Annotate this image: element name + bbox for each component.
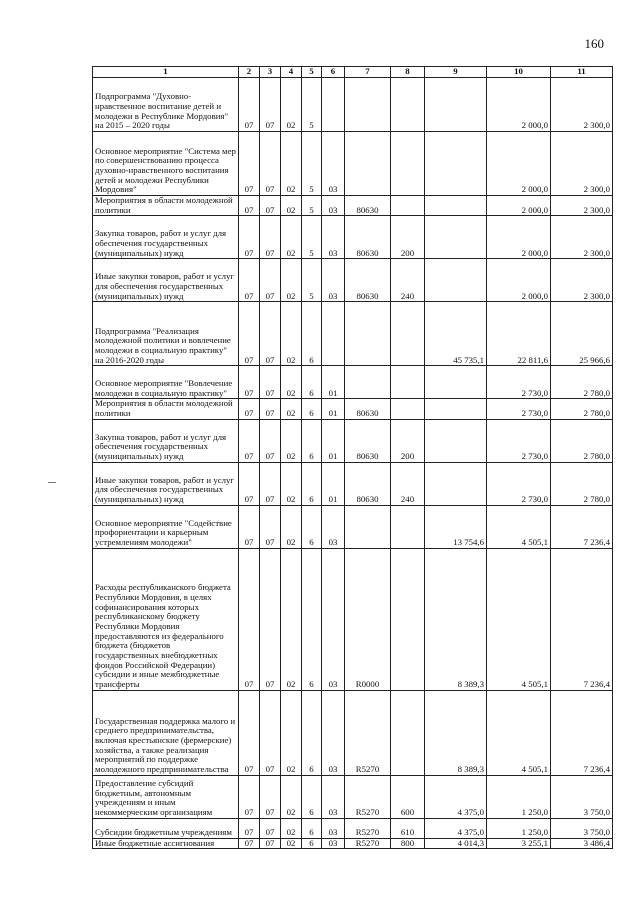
table-row bbox=[93, 818, 613, 838]
row-name: Иные закупки товаров, работ и услуг для обеспечения государственных (муниципальных) нужд bbox=[93, 462, 239, 505]
cell-col-9: 4 375,0 bbox=[425, 775, 487, 818]
cell-col-11: 2 780,0 bbox=[551, 399, 613, 419]
cell-col-10: 4 505,1 bbox=[487, 505, 551, 548]
cell-col-6: 03 bbox=[322, 259, 345, 302]
cell-col-10: 2 730,0 bbox=[487, 399, 551, 419]
cell-col-3: 07 bbox=[260, 132, 281, 196]
table-row bbox=[93, 302, 613, 366]
cell-col-4: 02 bbox=[281, 302, 302, 366]
row-name: Основное мероприятие "Вовлечение молодежи в социальную практику" bbox=[93, 366, 239, 399]
cell-col-8: 610 bbox=[391, 818, 425, 838]
cell-col-5: 5 bbox=[302, 216, 322, 259]
cell-col-4: 02 bbox=[281, 366, 302, 399]
cell-col-5: 6 bbox=[302, 462, 322, 505]
table-row bbox=[93, 366, 613, 399]
cell-col-7: 80630 bbox=[345, 419, 391, 462]
cell-col-11: 7 236,4 bbox=[551, 505, 613, 548]
column-header-6: 6 bbox=[322, 67, 345, 78]
cell-col-2: 07 bbox=[239, 399, 260, 419]
cell-col-10: 2 730,0 bbox=[487, 366, 551, 399]
table-row bbox=[93, 259, 613, 302]
cell-col-8: 240 bbox=[391, 259, 425, 302]
cell-col-2: 07 bbox=[239, 838, 260, 849]
cell-col-9 bbox=[425, 216, 487, 259]
cell-col-5: 5 bbox=[302, 259, 322, 302]
cell-col-10: 2 000,0 bbox=[487, 196, 551, 216]
cell-col-2: 07 bbox=[239, 505, 260, 548]
cell-col-3: 07 bbox=[260, 505, 281, 548]
cell-col-8: 600 bbox=[391, 775, 425, 818]
cell-col-6: 03 bbox=[322, 775, 345, 818]
cell-col-2: 07 bbox=[239, 132, 260, 196]
cell-col-7: 80630 bbox=[345, 216, 391, 259]
table-row bbox=[93, 196, 613, 216]
cell-col-3: 07 bbox=[260, 419, 281, 462]
cell-col-5: 6 bbox=[302, 548, 322, 690]
cell-col-4: 02 bbox=[281, 259, 302, 302]
cell-col-10: 4 505,1 bbox=[487, 548, 551, 690]
cell-col-3: 07 bbox=[260, 78, 281, 132]
cell-col-2: 07 bbox=[239, 216, 260, 259]
cell-col-7: R5270 bbox=[345, 690, 391, 775]
cell-col-5: 6 bbox=[302, 399, 322, 419]
scan-mark bbox=[48, 482, 56, 483]
cell-col-9: 13 754,6 bbox=[425, 505, 487, 548]
row-name: Основное мероприятие "Содействие профориентации и карьерным устремлениям молодежи" bbox=[93, 505, 239, 548]
cell-col-11: 2 300,0 bbox=[551, 132, 613, 196]
table-row bbox=[93, 78, 613, 132]
cell-col-9: 45 735,1 bbox=[425, 302, 487, 366]
cell-col-5: 6 bbox=[302, 690, 322, 775]
cell-col-5: 5 bbox=[302, 78, 322, 132]
cell-col-10: 4 505,1 bbox=[487, 690, 551, 775]
cell-col-9 bbox=[425, 132, 487, 196]
row-name: Подпрограмма "Реализация молодежной политики и вовлечение молодежи в социальную практику" на 2016-2020 годы bbox=[93, 302, 239, 366]
row-name: Мероприятия в области молодежной политики bbox=[93, 196, 239, 216]
row-name: Расходы республиканского бюджета Республики Мордовия, в целях софинансирования которых республиканскому бюджету Республики Мордовия предоставляются из федерального бюджета (бюджетов государственных внебюджетных фондов Российской Федерации) субсидии и иные межбюджетные трансферты bbox=[93, 548, 239, 690]
row-name: Предоставление субсидий бюджетным, автономным учреждениям и иным некоммерческим организациям bbox=[93, 775, 239, 818]
cell-col-9 bbox=[425, 462, 487, 505]
cell-col-6: 01 bbox=[322, 462, 345, 505]
row-name: Иные закупки товаров, работ и услуг для обеспечения государственных (муниципальных) нужд bbox=[93, 259, 239, 302]
row-name: Государственная поддержка малого и среднего предпринимательства, включая крестьянские (фермерские) хозяйства, а также реализация мероприятий по поддержке молодежного предпринимательства bbox=[93, 690, 239, 775]
cell-col-7: 80630 bbox=[345, 399, 391, 419]
row-name: Закупка товаров, работ и услуг для обеспечения государственных (муниципальных) нужд bbox=[93, 216, 239, 259]
cell-col-4: 02 bbox=[281, 462, 302, 505]
cell-col-4: 02 bbox=[281, 818, 302, 838]
cell-col-3: 07 bbox=[260, 818, 281, 838]
column-header-2: 2 bbox=[239, 67, 260, 78]
cell-col-11: 7 236,4 bbox=[551, 690, 613, 775]
cell-col-6: 03 bbox=[322, 216, 345, 259]
cell-col-6: 03 bbox=[322, 548, 345, 690]
cell-col-6: 03 bbox=[322, 690, 345, 775]
cell-col-8 bbox=[391, 548, 425, 690]
column-header-8: 8 bbox=[391, 67, 425, 78]
row-name: Закупка товаров, работ и услуг для обеспечения государственных (муниципальных) нужд bbox=[93, 419, 239, 462]
cell-col-9 bbox=[425, 366, 487, 399]
row-name: Основное мероприятие "Система мер по совершенствованию процесса духовно-нравственного воспитания детей и молодежи Республики Мордовия" bbox=[93, 132, 239, 196]
cell-col-4: 02 bbox=[281, 548, 302, 690]
cell-col-11: 3 486,4 bbox=[551, 838, 613, 849]
cell-col-4: 02 bbox=[281, 132, 302, 196]
cell-col-10: 1 250,0 bbox=[487, 775, 551, 818]
row-name: Иные бюджетные ассигнования bbox=[93, 838, 239, 849]
cell-col-3: 07 bbox=[260, 399, 281, 419]
column-header-4: 4 bbox=[281, 67, 302, 78]
cell-col-6: 03 bbox=[322, 196, 345, 216]
table-row bbox=[93, 462, 613, 505]
cell-col-5: 6 bbox=[302, 366, 322, 399]
cell-col-6: 03 bbox=[322, 838, 345, 849]
cell-col-7: R5270 bbox=[345, 818, 391, 838]
cell-col-2: 07 bbox=[239, 690, 260, 775]
table-header bbox=[93, 67, 613, 78]
cell-col-2: 07 bbox=[239, 259, 260, 302]
cell-col-8 bbox=[391, 366, 425, 399]
cell-col-7: R0000 bbox=[345, 548, 391, 690]
cell-col-3: 07 bbox=[260, 462, 281, 505]
cell-col-2: 07 bbox=[239, 366, 260, 399]
cell-col-4: 02 bbox=[281, 419, 302, 462]
cell-col-6: 03 bbox=[322, 132, 345, 196]
cell-col-11: 2 780,0 bbox=[551, 366, 613, 399]
cell-col-3: 07 bbox=[260, 690, 281, 775]
cell-col-8: 800 bbox=[391, 838, 425, 849]
cell-col-7: 80630 bbox=[345, 462, 391, 505]
cell-col-5: 6 bbox=[302, 818, 322, 838]
cell-col-9: 4 014,3 bbox=[425, 838, 487, 849]
table-row bbox=[93, 399, 613, 419]
table-row bbox=[93, 132, 613, 196]
cell-col-8 bbox=[391, 132, 425, 196]
cell-col-6 bbox=[322, 78, 345, 132]
cell-col-2: 07 bbox=[239, 78, 260, 132]
column-header-10: 10 bbox=[487, 67, 551, 78]
cell-col-8: 200 bbox=[391, 216, 425, 259]
table-row bbox=[93, 548, 613, 690]
cell-col-7: R5270 bbox=[345, 775, 391, 818]
cell-col-2: 07 bbox=[239, 302, 260, 366]
cell-col-6: 03 bbox=[322, 818, 345, 838]
cell-col-2: 07 bbox=[239, 818, 260, 838]
cell-col-9 bbox=[425, 419, 487, 462]
cell-col-3: 07 bbox=[260, 838, 281, 849]
cell-col-6: 01 bbox=[322, 366, 345, 399]
cell-col-4: 02 bbox=[281, 775, 302, 818]
cell-col-9 bbox=[425, 399, 487, 419]
cell-col-9 bbox=[425, 78, 487, 132]
cell-col-9: 8 389,3 bbox=[425, 690, 487, 775]
page-number: 160 bbox=[584, 36, 604, 51]
cell-col-4: 02 bbox=[281, 505, 302, 548]
cell-col-4: 02 bbox=[281, 838, 302, 849]
cell-col-7: 80630 bbox=[345, 259, 391, 302]
cell-col-7: 80630 bbox=[345, 196, 391, 216]
cell-col-8 bbox=[391, 399, 425, 419]
cell-col-3: 07 bbox=[260, 259, 281, 302]
cell-col-11: 25 966,6 bbox=[551, 302, 613, 366]
cell-col-11: 2 300,0 bbox=[551, 78, 613, 132]
cell-col-7: R5270 bbox=[345, 838, 391, 849]
cell-col-8 bbox=[391, 196, 425, 216]
cell-col-5: 6 bbox=[302, 302, 322, 366]
cell-col-4: 02 bbox=[281, 216, 302, 259]
column-header-3: 3 bbox=[260, 67, 281, 78]
cell-col-5: 6 bbox=[302, 419, 322, 462]
cell-col-8 bbox=[391, 505, 425, 548]
cell-col-11: 2 780,0 bbox=[551, 419, 613, 462]
row-name: Мероприятия в области молодежной политики bbox=[93, 399, 239, 419]
column-header-5: 5 bbox=[302, 67, 322, 78]
header-row bbox=[93, 67, 613, 78]
row-name: Субсидии бюджетным учреждениям bbox=[93, 818, 239, 838]
cell-col-10: 2 000,0 bbox=[487, 132, 551, 196]
cell-col-10: 2 000,0 bbox=[487, 259, 551, 302]
cell-col-3: 07 bbox=[260, 775, 281, 818]
row-name: Подпрограмма "Духовно-нравственное воспитание детей и молодежи в Республике Мордовия" на 2015 – 2020 годы bbox=[93, 78, 239, 132]
cell-col-6: 03 bbox=[322, 505, 345, 548]
budget-table bbox=[92, 66, 613, 849]
cell-col-4: 02 bbox=[281, 399, 302, 419]
table-row bbox=[93, 838, 613, 849]
cell-col-4: 02 bbox=[281, 196, 302, 216]
cell-col-9 bbox=[425, 259, 487, 302]
cell-col-11: 7 236,4 bbox=[551, 548, 613, 690]
table-row bbox=[93, 775, 613, 818]
table-body bbox=[93, 78, 613, 849]
cell-col-5: 5 bbox=[302, 132, 322, 196]
cell-col-10: 2 000,0 bbox=[487, 216, 551, 259]
table-row bbox=[93, 419, 613, 462]
cell-col-8 bbox=[391, 78, 425, 132]
cell-col-4: 02 bbox=[281, 690, 302, 775]
cell-col-2: 07 bbox=[239, 419, 260, 462]
column-header-9: 9 bbox=[425, 67, 487, 78]
cell-col-10: 2 000,0 bbox=[487, 78, 551, 132]
cell-col-8 bbox=[391, 690, 425, 775]
cell-col-11: 2 300,0 bbox=[551, 216, 613, 259]
column-header-7: 7 bbox=[345, 67, 391, 78]
cell-col-11: 2 300,0 bbox=[551, 196, 613, 216]
cell-col-9: 4 375,0 bbox=[425, 818, 487, 838]
cell-col-6: 01 bbox=[322, 399, 345, 419]
cell-col-9 bbox=[425, 196, 487, 216]
cell-col-8: 240 bbox=[391, 462, 425, 505]
cell-col-3: 07 bbox=[260, 302, 281, 366]
cell-col-3: 07 bbox=[260, 548, 281, 690]
cell-col-2: 07 bbox=[239, 462, 260, 505]
cell-col-10: 22 811,6 bbox=[487, 302, 551, 366]
cell-col-8 bbox=[391, 302, 425, 366]
cell-col-7 bbox=[345, 505, 391, 548]
cell-col-11: 2 780,0 bbox=[551, 462, 613, 505]
cell-col-3: 07 bbox=[260, 216, 281, 259]
cell-col-7 bbox=[345, 78, 391, 132]
cell-col-7 bbox=[345, 132, 391, 196]
cell-col-10: 1 250,0 bbox=[487, 818, 551, 838]
cell-col-2: 07 bbox=[239, 196, 260, 216]
cell-col-7 bbox=[345, 302, 391, 366]
cell-col-10: 2 730,0 bbox=[487, 419, 551, 462]
cell-col-11: 3 750,0 bbox=[551, 818, 613, 838]
cell-col-9: 8 389,3 bbox=[425, 548, 487, 690]
table-row bbox=[93, 216, 613, 259]
cell-col-2: 07 bbox=[239, 548, 260, 690]
cell-col-5: 6 bbox=[302, 775, 322, 818]
column-header-11: 11 bbox=[551, 67, 613, 78]
cell-col-3: 07 bbox=[260, 366, 281, 399]
cell-col-2: 07 bbox=[239, 775, 260, 818]
cell-col-8: 200 bbox=[391, 419, 425, 462]
table-row bbox=[93, 690, 613, 775]
column-header-1: 1 bbox=[93, 67, 239, 78]
cell-col-10: 3 255,1 bbox=[487, 838, 551, 849]
cell-col-6 bbox=[322, 302, 345, 366]
table-row bbox=[93, 505, 613, 548]
cell-col-6: 01 bbox=[322, 419, 345, 462]
cell-col-11: 3 750,0 bbox=[551, 775, 613, 818]
cell-col-5: 5 bbox=[302, 196, 322, 216]
cell-col-10: 2 730,0 bbox=[487, 462, 551, 505]
cell-col-7 bbox=[345, 366, 391, 399]
cell-col-3: 07 bbox=[260, 196, 281, 216]
cell-col-5: 6 bbox=[302, 505, 322, 548]
cell-col-5: 6 bbox=[302, 838, 322, 849]
cell-col-4: 02 bbox=[281, 78, 302, 132]
cell-col-11: 2 300,0 bbox=[551, 259, 613, 302]
